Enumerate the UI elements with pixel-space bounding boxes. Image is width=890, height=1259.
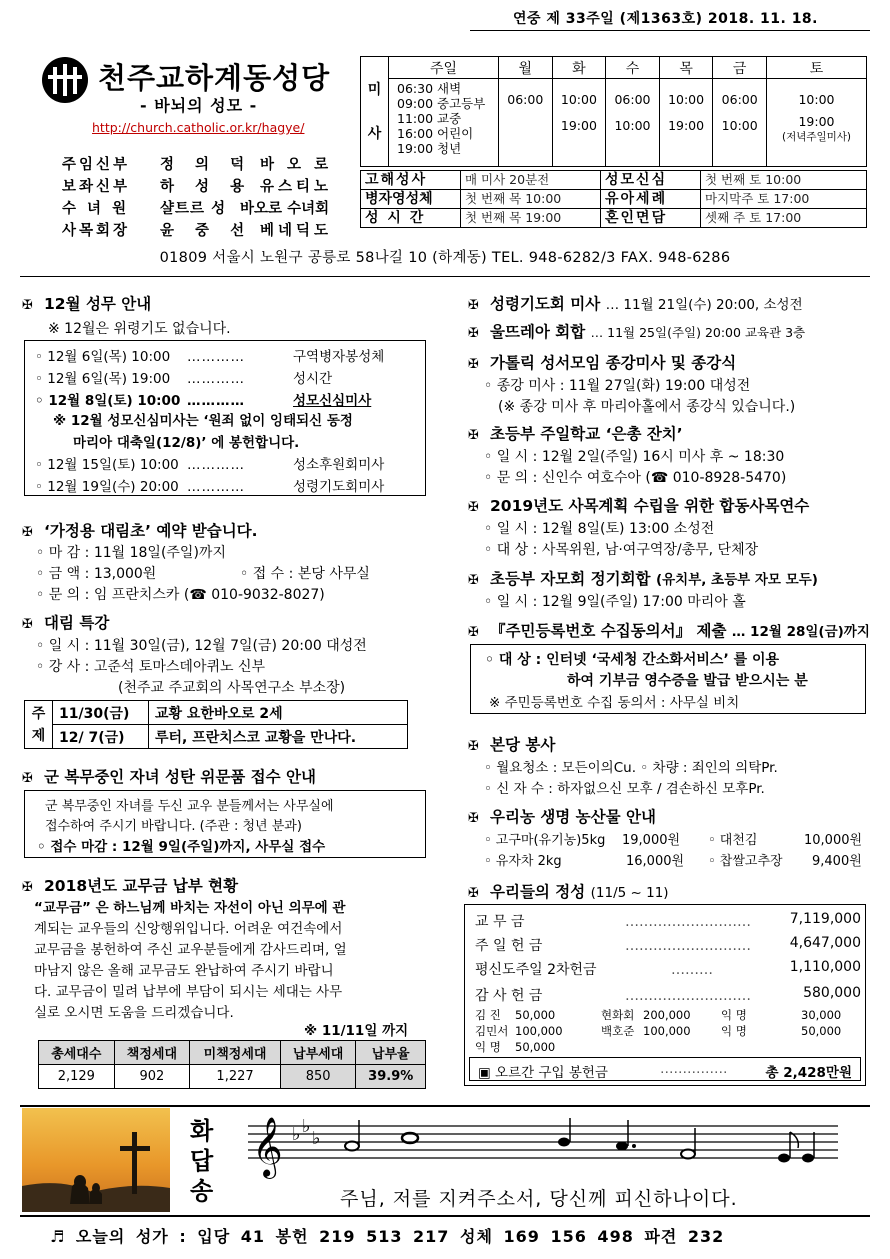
advent-speaker: ◦ 강 사 : 고준석 토마스데아퀴노 신부 — [36, 659, 266, 675]
topic-label: 주 제 — [25, 701, 53, 749]
topic-title: 교황 요한바오로 2세 — [149, 701, 408, 725]
sacrament-time: 첫 번째 목 10:00 — [461, 190, 601, 209]
church-url-link[interactable]: http://church.catholic.or.kr/hagye/ — [92, 120, 305, 135]
tithe-header: 책정세대 — [114, 1041, 190, 1065]
church-logo-icon — [40, 55, 90, 105]
section-title: 초등부 주일학교 ‘은총 잔치’ — [490, 425, 683, 443]
offering-row: 평신도주일 2차헌금 ……… 1,110,000 — [475, 959, 861, 978]
mass-label: 미 사 — [361, 57, 389, 167]
psalm-title: 화 답 송 — [190, 1116, 214, 1205]
cross-mark-icon: ✠ — [22, 617, 33, 632]
section-subtitle: … 11월 21일(수) 20:00, 소성전 — [605, 297, 803, 313]
cross-mark-icon: ✠ — [468, 326, 479, 341]
organ-fund-box — [469, 1057, 861, 1081]
tithe-text: 계되는 교우들의 신앙행위입니다. 어려운 여건속에서 — [34, 921, 343, 937]
section-parish-service — [468, 733, 555, 755]
military-box — [24, 790, 426, 858]
day-header: 수 — [606, 57, 660, 79]
candle-price: ◦ 금 액 : 13,000원 — [36, 566, 157, 582]
product-item: ◦ 고구마(유기농)5kg 19,000원 — [484, 833, 681, 848]
tithe-asof: ※ 11/11일 까지 — [304, 1023, 409, 1039]
tithe-header: 납부세대 — [280, 1041, 356, 1065]
church-address: 01809 서울시 노원구 공릉로 58나길 10 (하계동) TEL. 948-6282/3 FAX. 948-6286 — [159, 250, 731, 266]
mass-schedule-table — [360, 56, 867, 167]
tithe-value: 1,227 — [190, 1065, 281, 1089]
staff-name: 정 의 덕 — [160, 157, 253, 173]
tithe-text: 마남지 않은 올해 교무금도 완납하여 주시기 바랍니 — [34, 963, 334, 979]
section-bible-class — [468, 351, 736, 373]
day-header: 월 — [499, 57, 553, 79]
special-note: 마리아 대축일(12/8)’ 에 봉헌합니다. — [73, 435, 300, 451]
day-header: 주일 — [389, 57, 499, 79]
sunday-school-contact: ◦ 문 의 : 신인수 여호수아 (☎ 010-8928-5470) — [484, 470, 787, 486]
sacrament-time: 마지막주 토 17:00 — [701, 190, 867, 209]
organ-fund-total: 총 2,428만원 — [765, 1065, 852, 1081]
schedule-row: ◦ 12월 6일(목) 10:00 ………… 구역병자봉성체 — [35, 349, 385, 365]
section-farm-products — [468, 805, 656, 827]
candle-contact: ◦ 문 의 : 임 프란치스카 (☎ 010-9032-8027) — [36, 587, 325, 603]
section-title: 12월 성무 안내 — [44, 295, 152, 313]
section-ultreya — [468, 320, 805, 342]
section-resident-number-consent — [468, 619, 870, 641]
section-title: 초등부 자모회 정기회합 — [490, 570, 651, 588]
sacrament-label: 혼인면담 — [601, 209, 701, 228]
offering-row: 감 사 헌 금 ……………………… 580,000 — [475, 985, 861, 1004]
topic-title: 루터, 프란치스코 교황을 만나다. — [149, 725, 408, 749]
training-target: ◦ 대 상 : 사목위원, 남·여구역장/총무, 단체장 — [484, 542, 759, 558]
friday-mass-times: 06:00 10:00 — [713, 79, 767, 167]
candle-deadline: ◦ 마 감 : 11월 18일(주일)까지 — [36, 545, 226, 561]
saturday-mass-times: 10:00 19:00 (저녁주일미사) — [767, 79, 867, 167]
cross-mark-icon: ✠ — [22, 771, 33, 786]
section-december-schedule — [22, 292, 151, 314]
staff-role: 주임신부 — [62, 157, 131, 173]
sacrament-time: 매 미사 20분전 — [461, 171, 601, 190]
sunday-mass-times: 06:30 새벽 09:00 중고등부 11:00 교중 16:00 어린이 19:00 청년 — [389, 79, 499, 167]
product-item: ◦ 대천김 10,000원 — [708, 833, 863, 848]
staff-role: 보좌신부 — [62, 179, 131, 195]
consent-note: ※ 주민등록번호 수집 동의서 : 사무실 비치 — [489, 695, 740, 711]
topic-date: 12/ 7(금) — [53, 725, 149, 749]
staff-name: 하 성 용 — [160, 179, 253, 195]
sacrament-time: 셋째 주 토 17:00 — [701, 209, 867, 228]
sacrament-label: 유아세례 — [601, 190, 701, 209]
issue-info: 연중 제 33주일 (제1363호) 2018. 11. 18. — [512, 11, 818, 27]
todays-hymns: ♬ 오늘의 성가 : 입당 41 봉헌 219 513 217 성체 169 156 498 파견 232 — [50, 1227, 725, 1246]
donor-row: 김민서 100,000 백호준 100,000 익 명 50,000 — [475, 1024, 842, 1038]
section-title: 우리들의 정성 — [490, 883, 586, 901]
day-header: 목 — [659, 57, 713, 79]
cross-mark-icon: ✠ — [22, 525, 33, 540]
music-notes — [345, 1118, 814, 1163]
sacrament-label: 병자영성체 — [361, 190, 461, 209]
staff-row — [62, 175, 360, 196]
topic-date: 11/30(금) — [53, 701, 149, 725]
sacraments-table — [360, 170, 867, 228]
tithe-header: 미책정세대 — [190, 1041, 281, 1065]
staff-role: 사목회장 — [62, 223, 131, 239]
section-military-gift — [22, 765, 316, 787]
military-deadline: ◦ 접수 마감 : 12월 9일(주일)까지, 사무실 접수 — [37, 839, 326, 855]
bible-class-note: (※ 종강 미사 후 마리아홀에서 종강식 있습니다.) — [498, 399, 796, 415]
bible-class-mass: ◦ 종강 미사 : 11월 27일(화) 19:00 대성전 — [484, 378, 751, 394]
tithe-value: 39.9% — [356, 1065, 426, 1089]
tithe-text: 다. 교무금이 밀려 납부에 부담이 되시는 세대는 사무 — [34, 984, 343, 1000]
svg-text:♭: ♭ — [302, 1116, 311, 1137]
tithe-text: 교무금을 봉헌하여 주신 교우분들에게 감사드리며, 얼 — [34, 942, 347, 958]
header-bottom-divider — [20, 276, 870, 277]
schedule-row-highlight: ◦ 12월 8일(토) 10:00 ………… 성모신심미사 — [35, 393, 372, 409]
candle-reception: ◦ 접 수 : 본당 사무실 — [240, 566, 370, 582]
cross-mark-icon: ✠ — [468, 500, 479, 515]
military-text: 군 복무중인 자녀를 두신 교우 분들께서는 사무실에 — [45, 799, 334, 814]
section-title: ‘가정용 대림초’ 예약 받습니다. — [44, 522, 258, 540]
cross-mark-icon: ✠ — [468, 811, 479, 826]
banner-top-divider — [20, 1105, 870, 1107]
footer-divider — [20, 1215, 870, 1217]
sacrament-label: 성모신심 — [601, 171, 701, 190]
tithe-header: 총세대수 — [39, 1041, 115, 1065]
section-subtitle: … 11월 25일(주일) 20:00 교육관 3층 — [590, 325, 806, 340]
mothers-meeting-date: ◦ 일 시 : 12월 9일(주일) 17:00 마리아 홀 — [484, 594, 746, 610]
tithe-table — [38, 1040, 426, 1089]
cross-mark-icon: ✠ — [468, 357, 479, 372]
treble-clef-icon: 𝄞 — [252, 1117, 283, 1177]
sunday-school-date: ◦ 일 시 : 12월 2일(주일) 16시 미사 후 ~ 18:30 — [484, 449, 785, 465]
donor-row: 김 진 50,000 현화회 200,000 익 명 30,000 — [475, 1008, 842, 1022]
music-staff — [248, 1112, 868, 1182]
thursday-mass-times: 10:00 19:00 — [659, 79, 713, 167]
product-item: ◦ 유자차 2kg 16,000원 — [484, 854, 685, 869]
day-header: 화 — [552, 57, 606, 79]
tithe-value: 2,129 — [39, 1065, 115, 1089]
military-text: 접수하여 주시기 바랍니다. (주관 : 청년 분과) — [45, 819, 302, 834]
svg-text:♭: ♭ — [292, 1124, 301, 1145]
schedule-row: ◦ 12월 6일(목) 19:00 ………… 성시간 — [35, 371, 333, 387]
organ-fund-dots: …………… — [660, 1061, 728, 1077]
staff-row — [62, 197, 360, 218]
schedule-row: ◦ 12월 15일(토) 10:00 ………… 성소후원회미사 — [35, 457, 385, 473]
training-date: ◦ 일 시 : 12월 8일(토) 13:00 소성전 — [484, 521, 715, 537]
tithe-value: 850 — [280, 1065, 356, 1089]
consent-box — [470, 644, 866, 714]
monday-mass-times: 06:00 — [499, 79, 553, 167]
tithe-text: 실로 오시면 도움을 드리겠습니다. — [34, 1005, 234, 1021]
section-advent-lecture — [22, 611, 109, 633]
service-cleaning: ◦ 월요청소 : 모든이의Cu. ◦ 차량 : 죄인의 의탁Pr. — [484, 760, 778, 776]
cross-mark-icon: ✠ — [22, 298, 33, 313]
staff-baptismal-name: 베네딕도 — [260, 223, 333, 239]
tithe-text: “교무금” 은 하느님께 바치는 자선이 아닌 의무에 관 — [34, 900, 346, 916]
staff-role: 수 녀 원 — [62, 201, 130, 217]
special-note: ※ 12월 성모신심미사는 ‘원죄 없이 잉태되신 동정 — [53, 413, 353, 429]
psalm-lyric: 주님, 저를 지켜주소서, 당신께 피신하나이다. — [340, 1188, 738, 1210]
section-holy-spirit-mass — [468, 292, 803, 314]
section-offerings — [468, 880, 669, 902]
advent-topic-table — [24, 700, 408, 749]
staff-baptismal-name: 유스티노 — [260, 179, 333, 195]
staff-baptismal-name: 바오로 수녀회 — [240, 201, 330, 217]
section-advent-candle — [22, 519, 258, 541]
sacrament-label: 고해성사 — [361, 171, 461, 190]
day-header: 토 — [767, 57, 867, 79]
section-title: 울뜨레아 회합 — [490, 323, 586, 341]
cross-mark-icon: ✠ — [468, 739, 479, 754]
section-subtitle: (11/5 ~ 11) — [590, 885, 669, 901]
section-sunday-school — [468, 422, 683, 444]
svg-text:♭: ♭ — [312, 1128, 321, 1149]
advent-date: ◦ 일 시 : 11월 30일(금), 12월 7일(금) 20:00 대성전 — [36, 638, 367, 654]
staff-name: 윤 중 선 — [160, 223, 253, 239]
cross-mark-icon: ✠ — [22, 880, 33, 895]
crucifix-sunset-image — [22, 1108, 170, 1212]
organ-fund-label: ▣ 오르간 구입 봉헌금 — [478, 1065, 608, 1081]
tithe-header: 납부율 — [356, 1041, 426, 1065]
church-name: 천주교하계동성당 — [98, 61, 331, 95]
header-divider — [470, 30, 870, 31]
section-title: 2018년도 교무금 납부 현황 — [44, 877, 239, 895]
advent-speaker-title: (천주교 주교회의 사목연구소 부소장) — [118, 680, 346, 696]
patron-name: - 바뇌의 성모 - — [140, 96, 258, 115]
staff-row — [62, 219, 360, 240]
section-title: 대림 특강 — [44, 614, 110, 632]
cross-mark-icon: ✠ — [468, 573, 479, 588]
product-item: ◦ 찹쌀고추장 9,400원 — [708, 854, 862, 869]
offering-row: 주 일 헌 금 ……………………… 4,647,000 — [475, 935, 861, 954]
wednesday-mass-times: 06:00 10:00 — [606, 79, 660, 167]
december-schedule-box — [24, 340, 426, 496]
section-tithe-status — [22, 874, 238, 896]
section-title: 군 복무중인 자녀 성탄 위문품 접수 안내 — [44, 768, 316, 786]
tithe-value: 902 — [114, 1065, 190, 1089]
section-title: 가톨릭 성서모임 종강미사 및 종강식 — [490, 354, 737, 372]
sacrament-time: 첫 번째 토 10:00 — [701, 171, 867, 190]
section-title: 우리농 생명 농산물 안내 — [490, 808, 656, 826]
section-pastoral-training — [468, 494, 809, 516]
consent-target: ◦ 대 상 : 인터넷 ‘국세청 간소화서비스’ 를 이용 — [485, 652, 780, 668]
offerings-box — [464, 904, 866, 1086]
consent-target: 하여 기부금 영수증을 발급 받으시는 분 — [567, 673, 808, 689]
cross-mark-icon: ✠ — [468, 625, 479, 640]
tuesday-mass-times: 10:00 19:00 — [552, 79, 606, 167]
section-subtitle: … 12월 28일(금)까지 — [731, 624, 870, 640]
donor-row: 익 명 50,000 — [475, 1040, 556, 1054]
day-header: 금 — [713, 57, 767, 79]
staff-name: 샬트르 성 — [160, 201, 227, 217]
section-mothers-meeting — [468, 567, 818, 589]
section-title: 성령기도회 미사 — [490, 295, 601, 313]
staff-row — [62, 153, 360, 174]
cross-mark-icon: ✠ — [468, 298, 479, 313]
service-members: ◦ 신 자 수 : 하자없으신 모후 / 겸손하신 모후Pr. — [484, 781, 765, 797]
staff-baptismal-name: 바 오 로 — [260, 157, 333, 173]
section-title: 본당 봉사 — [490, 736, 556, 754]
offering-row: 교 무 금 ……………………… 7,119,000 — [475, 911, 861, 930]
sacrament-label: 성 시 간 — [361, 209, 461, 228]
section-subtitle: (유치부, 초등부 자모 모두) — [655, 572, 818, 588]
section-title: 『주민등록번호 수집동의서』 제출 — [490, 622, 727, 640]
section-title: 2019년도 사목계획 수립을 위한 합동사목연수 — [490, 497, 810, 515]
cross-mark-icon: ✠ — [468, 428, 479, 443]
december-note: ※ 12월은 위령기도 없습니다. — [48, 321, 231, 337]
cross-mark-icon: ✠ — [468, 886, 479, 901]
schedule-row: ◦ 12월 19일(수) 20:00 ………… 성령기도회미사 — [35, 479, 385, 495]
sacrament-time: 첫 번째 목 19:00 — [461, 209, 601, 228]
